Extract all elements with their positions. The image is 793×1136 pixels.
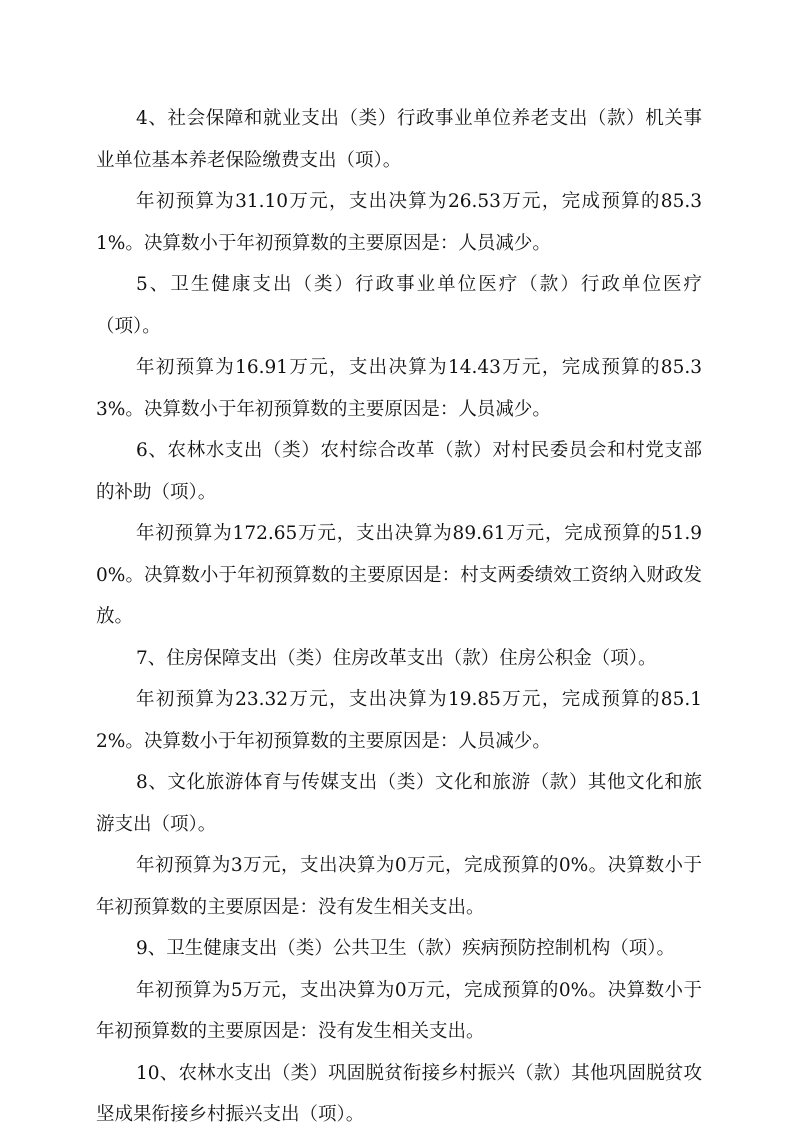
item-10-heading: 10、农林水支出（类）巩固脱贫衔接乡村振兴（款）其他巩固脱贫攻坚成果衔接乡村振兴支出（项）。 xyxy=(96,1062,702,1125)
item-7-detail: 年初预算为23.32万元，支出决算为19.85万元，完成预算的85.12%。决算数小于年初预算数的主要原因是：人员减少。 xyxy=(96,689,702,752)
item-6-detail: 年初预算为172.65万元，支出决算为89.61万元，完成预算的51.90%。决算数小于年初预算数的主要原因是：村支两委绩效工资纳入财政发放。 xyxy=(96,523,702,627)
item-8-detail: 年初预算为3万元，支出决算为0万元，完成预算的0%。决算数小于年初预算数的主要原因是：没有发生相关支出。 xyxy=(96,855,702,918)
item-6-heading: 6、农林水支出（类）农村综合改革（款）对村民委员会和村党支部的补助（项）。 xyxy=(96,440,702,503)
item-9-detail: 年初预算为5万元，支出决算为0万元，完成预算的0%。决算数小于年初预算数的主要原因是：没有发生相关支出。 xyxy=(96,979,702,1042)
item-5-detail: 年初预算为16.91万元，支出决算为14.43万元，完成预算的85.33%。决算数小于年初预算数的主要原因是：人员减少。 xyxy=(96,357,702,420)
item-8-heading: 8、文化旅游体育与传媒支出（类）文化和旅游（款）其他文化和旅游支出（项）。 xyxy=(96,772,702,835)
document-body xyxy=(96,98,702,1136)
item-7-heading: 7、住房保障支出（类）住房改革支出（款）住房公积金（项）。 xyxy=(136,647,657,669)
item-9-heading: 9、卫生健康支出（类）公共卫生（款）疾病预防控制机构（项）。 xyxy=(136,938,676,959)
item-4-detail: 年初预算为31.10万元，支出决算为26.53万元，完成预算的85.31%。决算数小于年初预算数的主要原因是：人员减少。 xyxy=(96,191,702,254)
item-5-heading: 5、卫生健康支出（类）行政事业单位医疗（款）行政单位医疗（项）。 xyxy=(96,274,702,337)
item-4-heading: 4、社会保障和就业支出（类）行政事业单位养老支出（款）机关事业单位基本养老保险缴费支出（项）。 xyxy=(96,108,702,171)
